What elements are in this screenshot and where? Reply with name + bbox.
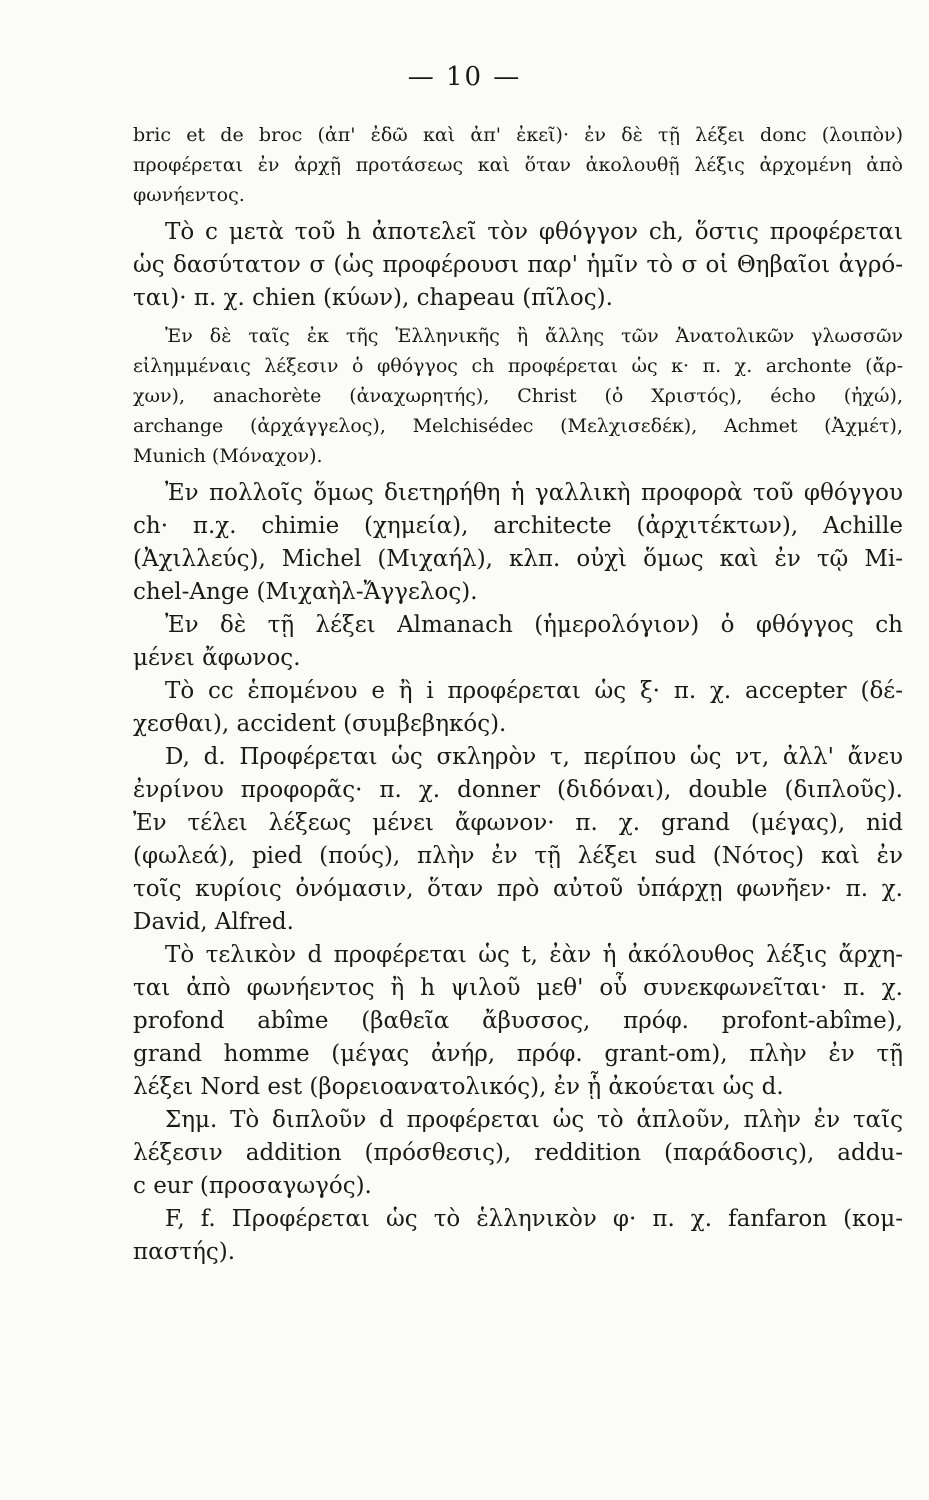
text-line: λέξεσιν addition (πρόσθεσις), reddition (παράδοσις), addu-	[133, 1140, 903, 1166]
text-line: ται ἀπὸ φωνήεντος ἢ h ψιλοῦ μεθ' οὗ συνεκφωνεῖται· π. χ.	[133, 975, 903, 1001]
text-line: D, d. Προφέρεται ὡς σκληρὸν τ, περίπου ὡς ντ, ἀλλ' ἄνευ	[165, 744, 903, 770]
body-text	[133, 120, 903, 1269]
text-line: profond abîme (βαθεῖα ἄβυσσος, πρόφ. profont-abîme),	[133, 1008, 903, 1034]
text-line: παστής).	[133, 1239, 236, 1265]
text-line: τοῖς κυρίοις ὀνόμασιν, ὅταν πρὸ αὐτοῦ ὑπάρχῃ φωνῆεν· π. χ.	[133, 876, 903, 902]
paragraph	[133, 321, 903, 471]
text-line: David, Alfred.	[133, 909, 294, 935]
text-line: Τὸ cc ἑπομένου e ἢ i προφέρεται ὡς ξ· π. χ. accepter (δέ-	[165, 678, 903, 704]
text-line: chel-Ange (Μιχαὴλ-Ἄγγελος).	[133, 579, 478, 605]
text-line: Ἐν δὲ τῇ λέξει Almanach (ἡμερολόγιον) ὁ φθόγγος ch	[165, 612, 903, 638]
text-line: χων), anachorète (ἀναχωρητής), Christ (ὁ Χριστός), écho (ἠχώ),	[133, 385, 903, 407]
text-line: (Ἀχιλλεύς), Michel (Μιχαήλ), κλπ. οὐχὶ ὅμως καὶ ἐν τῷ Mi-	[133, 546, 903, 572]
text-line: λέξει Nord est (βορειοανατολικός), ἐν ᾗ ἀκούεται ὡς d.	[133, 1074, 784, 1100]
text-line: ται)· π. χ. chien (κύων), chapeau (πῖλος).	[133, 285, 613, 311]
text-line: bric et de broc (ἀπ' ἐδῶ καὶ ἀπ' ἐκεῖ)· ἐν δὲ τῇ λέξει donc (λοιπὸν)	[133, 124, 903, 146]
text-line: ἐνρίνου προφορᾶς· π. χ. donner (διδόναι), double (διπλοῦς).	[133, 777, 903, 803]
text-line: archange (ἀρχάγγελος), Melchisédec (Μελχισεδέκ), Achmet (Ἀχμέτ),	[133, 415, 903, 437]
text-line: grand homme (μέγας ἀνήρ, πρόφ. grant-om), πλὴν ἐν τῇ	[133, 1041, 903, 1067]
text-line: χεσθαι), accident (συμβεβηκός).	[133, 711, 507, 737]
text-line: c eur (προσαγωγός).	[133, 1173, 372, 1199]
text-line: F, f. Προφέρεται ὡς τὸ ἑλληνικὸν φ· π. χ. fanfaron (κομ-	[165, 1206, 903, 1232]
text-line: Σημ. Τὸ διπλοῦν d προφέρεται ὡς τὸ ἁπλοῦν, πλὴν ἐν ταῖς	[165, 1107, 903, 1133]
text-line: ch· π.χ. chimie (χημεία), architecte (ἀρχιτέκτων), Achille	[133, 513, 903, 539]
text-line: Munich (Μόναχον).	[133, 445, 323, 467]
text-line: ὡς δασύτατον σ (ὡς προφέρουσι παρ' ἡμῖν τὸ σ οἱ Θηβαῖοι ἀγρό-	[133, 252, 903, 278]
text-line: Ἐν τέλει λέξεως μένει ἄφωνον· π. χ. grand (μέγας), nid	[133, 810, 903, 836]
text-line: Τὸ τελικὸν d προφέρεται ὡς t, ἐὰν ἡ ἀκόλουθος λέξις ἄρχη-	[165, 942, 903, 968]
paragraph	[133, 216, 903, 315]
paragraph	[133, 477, 903, 1269]
text-line: φωνήεντος.	[133, 184, 245, 206]
page-number: — 10 —	[407, 62, 522, 92]
text-line: μένει ἄφωνος.	[133, 645, 301, 671]
text-line: εἰλημμέναις λέξεσιν ὁ φθόγγος ch προφέρεται ὡς κ· π. χ. archonte (ἄρ-	[133, 355, 903, 377]
text-line: Ἐν δὲ ταῖς ἐκ τῆς Ἑλληνικῆς ἢ ἄλλης τῶν Ἀνατολικῶν γλωσσῶν	[165, 325, 903, 347]
text-line: προφέρεται ἐν ἀρχῇ προτάσεως καὶ ὅταν ἀκολουθῇ λέξις ἀρχομένη ἀπὸ	[133, 154, 903, 176]
paragraph	[133, 120, 903, 210]
text-line: Ἐν πολλοῖς ὅμως διετηρήθη ἡ γαλλικὴ προφορὰ τοῦ φθόγγου	[165, 480, 903, 506]
text-line: (φωλεά), pied (πούς), πλὴν ἐν τῇ λέξει sud (Νότος) καὶ ἐν	[133, 843, 903, 869]
text-line: Τὸ c μετὰ τοῦ h ἀποτελεῖ τὸν φθόγγον ch, ὅστις προφέρεται	[165, 219, 903, 245]
